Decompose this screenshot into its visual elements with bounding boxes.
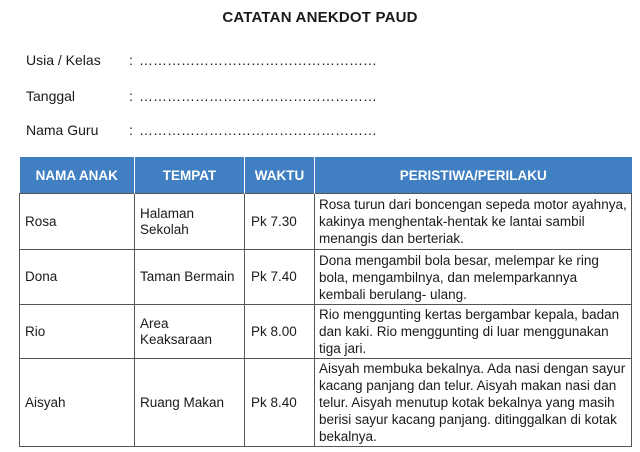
field-usia-kelas <box>26 50 377 70</box>
table-row <box>20 305 632 359</box>
cell-name: Aisyah <box>20 359 135 447</box>
cell-time: Pk 7.30 <box>245 194 315 250</box>
table-header-row <box>20 157 632 194</box>
cell-place: Taman Bermain <box>135 250 245 305</box>
page-title: CATATAN ANEKDOT PAUD <box>222 9 418 26</box>
field-value-blank[interactable]: …………………………………………… <box>139 88 377 104</box>
table-row <box>20 250 632 305</box>
cell-time: Pk 8.00 <box>245 305 315 359</box>
cell-name: Rosa <box>20 194 135 250</box>
cell-time: Pk 8.40 <box>245 359 315 447</box>
field-nama-guru <box>26 120 377 140</box>
cell-place: Ruang Makan <box>135 359 245 447</box>
field-label: Nama Guru <box>26 122 99 138</box>
table-row <box>20 194 632 250</box>
field-separator: : <box>129 88 133 104</box>
field-separator: : <box>129 52 133 68</box>
header-peristiwa-perilaku: PERISTIWA/PERILAKU <box>315 157 632 194</box>
cell-place: Area Keaksaraan <box>135 305 245 359</box>
field-separator: : <box>129 122 133 138</box>
cell-event: Aisyah membuka bekalnya. Ada nasi dengan sayur kacang panjang dan telur. Aisyah makan nasi dan telur. Aisyah menutup kotak bekalnya yang masih berisi sayur kacang panjang. ditinggalkan di kotak bekalnya. <box>315 359 632 447</box>
field-label: Usia / Kelas <box>26 52 101 68</box>
header-waktu: WAKTU <box>245 157 315 194</box>
cell-event: Rosa turun dari boncengan sepeda motor ayahnya, kakinya menghentak-hentak ke lantai sambil menangis dan berteriak. <box>315 194 632 250</box>
header-tempat: TEMPAT <box>135 157 245 194</box>
cell-place: Halaman Sekolah <box>135 194 245 250</box>
header-nama-anak: NAMA ANAK <box>20 157 135 194</box>
cell-name: Rio <box>20 305 135 359</box>
table-row <box>20 359 632 447</box>
field-label: Tanggal <box>26 88 76 104</box>
field-tanggal <box>26 86 377 106</box>
anecdote-table <box>19 157 632 447</box>
cell-event: Dona mengambil bola besar, melempar ke ring bola, mengambilnya, dan melemparkannya kembali berulang- ulang. <box>315 250 632 305</box>
field-value-blank[interactable]: …………………………………………… <box>139 122 377 138</box>
cell-name: Dona <box>20 250 135 305</box>
field-value-blank[interactable]: …………………………………………… <box>139 52 377 68</box>
cell-time: Pk 7.40 <box>245 250 315 305</box>
cell-event: Rio menggunting kertas bergambar kepala, badan dan kaki. Rio menggunting di luar menggunakan tiga jari. <box>315 305 632 359</box>
